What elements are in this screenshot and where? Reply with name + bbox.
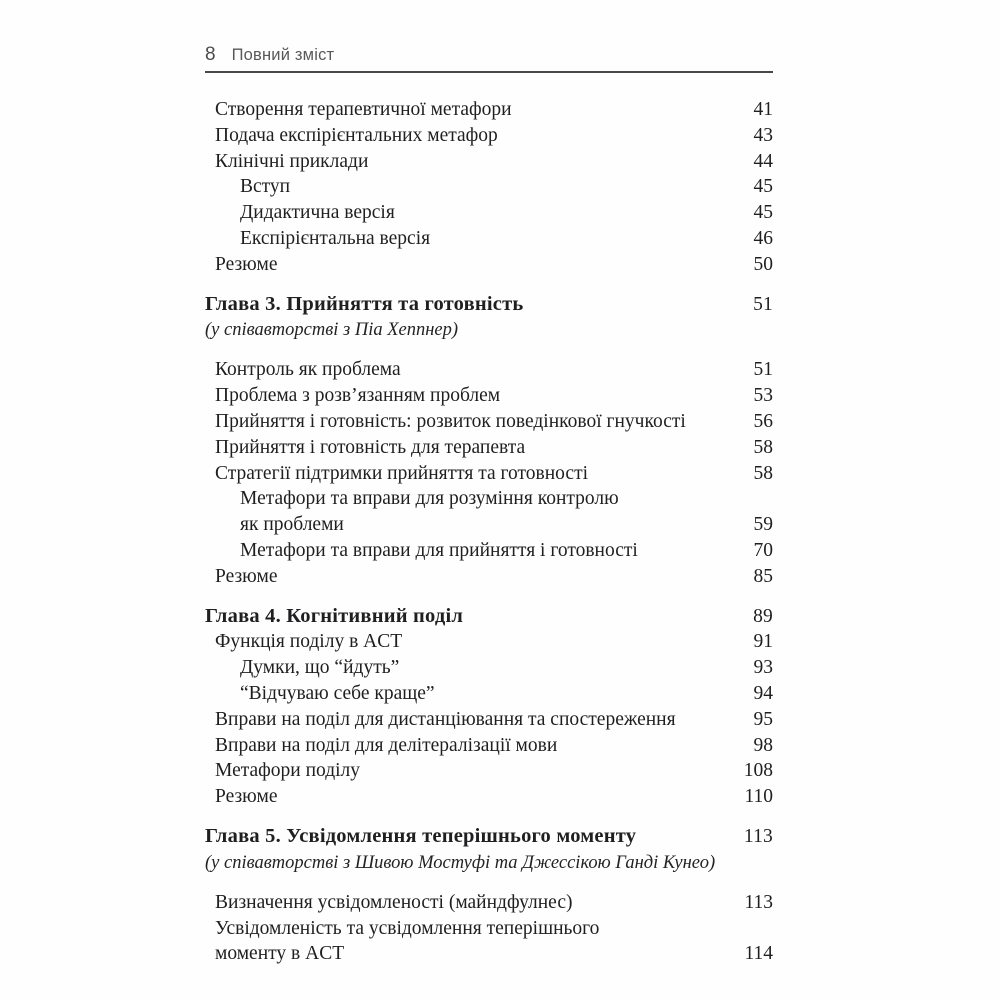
entry-label: Резюме bbox=[215, 786, 278, 808]
entry-page-number: 41 bbox=[753, 99, 773, 120]
entry-label: Вправи на поділ для делітералізації мови bbox=[215, 734, 558, 756]
toc-entry-row bbox=[205, 564, 773, 590]
entry-label: моменту в ACT bbox=[215, 943, 345, 965]
page-content bbox=[205, 44, 773, 967]
toc bbox=[205, 97, 773, 967]
header-title: Повний зміст bbox=[231, 46, 335, 64]
toc-entry-row bbox=[205, 252, 773, 278]
toc-chapter-row bbox=[205, 824, 773, 850]
entry-page-number: 108 bbox=[743, 760, 773, 782]
entry-label: Вправи на поділ для дистанціювання та спостереження bbox=[215, 708, 676, 730]
entry-label: Дидактична версія bbox=[240, 202, 395, 224]
entry-label: Контроль як проблема bbox=[215, 359, 401, 381]
entry-page-number: 51 bbox=[753, 293, 773, 315]
entry-label: Подача експірієнтальних метафор bbox=[215, 124, 498, 146]
entry-page-number: 91 bbox=[753, 631, 773, 653]
entry-page-number: 45 bbox=[753, 202, 773, 224]
entry-label: Експірієнтальна версія bbox=[240, 227, 431, 249]
entry-label: Глава 3. Прийняття та готовність bbox=[205, 292, 524, 315]
entry-page-number: 46 bbox=[753, 227, 773, 249]
entry-label: Резюме bbox=[215, 253, 278, 275]
toc-section bbox=[205, 824, 773, 967]
entry-page-number: 89 bbox=[753, 605, 773, 627]
entry-page-number: 56 bbox=[753, 410, 773, 432]
toc-entry-row bbox=[205, 707, 773, 733]
toc-entry-row bbox=[205, 461, 773, 487]
chapter-coauthors: (у співавторстві з Шивою Мостуфі та Джессікою Ганді Кунео) bbox=[205, 852, 716, 873]
toc-entry-row bbox=[205, 226, 773, 252]
entry-label: Стратегії підтримки прийняття та готовності bbox=[215, 462, 589, 484]
entry-page-number: 93 bbox=[753, 657, 773, 679]
entry-page-number: 85 bbox=[753, 565, 773, 587]
toc-entry-row bbox=[205, 123, 773, 149]
toc-entry-row bbox=[205, 629, 773, 655]
entry-page-number: 44 bbox=[753, 150, 773, 172]
toc-entry-row bbox=[205, 784, 773, 810]
entry-label: Проблема з розв’язанням проблем bbox=[215, 385, 501, 407]
toc-entry-row bbox=[205, 681, 773, 707]
entry-label: Прийняття і готовність для терапевта bbox=[215, 436, 526, 458]
entry-label: Думки, що “йдуть” bbox=[240, 657, 400, 679]
entry-label: Клінічні приклади bbox=[215, 150, 369, 172]
entry-page-number: 45 bbox=[753, 176, 773, 198]
entry-page-number: 113 bbox=[743, 825, 773, 847]
toc-section bbox=[205, 292, 773, 590]
entry-page-number: 95 bbox=[753, 708, 773, 730]
toc-entry-row bbox=[205, 435, 773, 461]
entry-page-number: 110 bbox=[744, 786, 773, 808]
entry-label: Глава 4. Когнітивний поділ bbox=[205, 604, 464, 627]
entry-page-number: 98 bbox=[753, 734, 773, 756]
toc-entry-row bbox=[205, 941, 773, 967]
entry-page-number: 58 bbox=[753, 436, 773, 458]
toc-entry-row bbox=[205, 357, 773, 383]
entry-label: Метафори та вправи для прийняття і готовності bbox=[240, 539, 638, 561]
toc-entry-row bbox=[205, 538, 773, 564]
entry-page-number: 51 bbox=[753, 359, 773, 381]
entry-label: Глава 5. Усвідомлення теперішнього моменту bbox=[205, 824, 637, 847]
toc-chapter-row bbox=[205, 292, 773, 318]
entry-page-number: 43 bbox=[753, 124, 773, 146]
toc-entry-row bbox=[205, 383, 773, 409]
toc-entry-row bbox=[205, 409, 773, 435]
toc-section bbox=[205, 97, 773, 278]
entry-page-number: 113 bbox=[744, 891, 773, 913]
entry-label: “Відчуваю себе краще” bbox=[240, 682, 435, 704]
entry-label: Вступ bbox=[240, 176, 291, 198]
chapter-coauthors: (у співавторстві з Піа Хеппнер) bbox=[205, 320, 459, 341]
entry-label: як проблеми bbox=[240, 514, 344, 536]
toc-entry-row bbox=[205, 733, 773, 759]
entry-label: Метафори поділу bbox=[215, 760, 361, 782]
entry-page-number: 50 bbox=[753, 253, 773, 275]
entry-label: Створення терапевтичної метафори bbox=[215, 99, 512, 120]
entry-page-number: 114 bbox=[744, 943, 773, 965]
toc-section bbox=[205, 604, 773, 810]
toc-entry-row bbox=[205, 916, 773, 942]
toc-entry-row bbox=[205, 758, 773, 784]
toc-entry-row bbox=[205, 174, 773, 200]
entry-page-number: 94 bbox=[753, 682, 773, 704]
entry-label: Функція поділу в ACT bbox=[215, 631, 403, 653]
header-page-number: 8 bbox=[205, 44, 216, 65]
entry-label: Визначення усвідомленості (майндфулнес) bbox=[215, 891, 573, 913]
entry-label: Усвідомленість та усвідомлення теперішнього bbox=[215, 917, 600, 939]
toc-entry-row bbox=[205, 200, 773, 226]
entry-page-number: 59 bbox=[753, 514, 773, 536]
running-header bbox=[205, 44, 773, 66]
toc-chapter-row bbox=[205, 604, 773, 630]
toc-entry-row bbox=[205, 97, 773, 123]
toc-entry-row bbox=[205, 512, 773, 538]
toc-entry-row bbox=[205, 655, 773, 681]
entry-label: Метафори та вправи для розуміння контролю bbox=[240, 488, 619, 510]
header-rule bbox=[205, 71, 773, 73]
entry-page-number: 58 bbox=[753, 462, 773, 484]
toc-entry-row bbox=[205, 890, 773, 916]
entry-page-number: 53 bbox=[753, 385, 773, 407]
entry-label: Прийняття і готовність: розвиток поведінкової гнучкості bbox=[215, 410, 686, 432]
toc-entry-row bbox=[205, 486, 773, 512]
entry-label: Резюме bbox=[215, 565, 278, 587]
toc-entry-row bbox=[205, 149, 773, 175]
entry-page-number: 70 bbox=[753, 539, 773, 561]
